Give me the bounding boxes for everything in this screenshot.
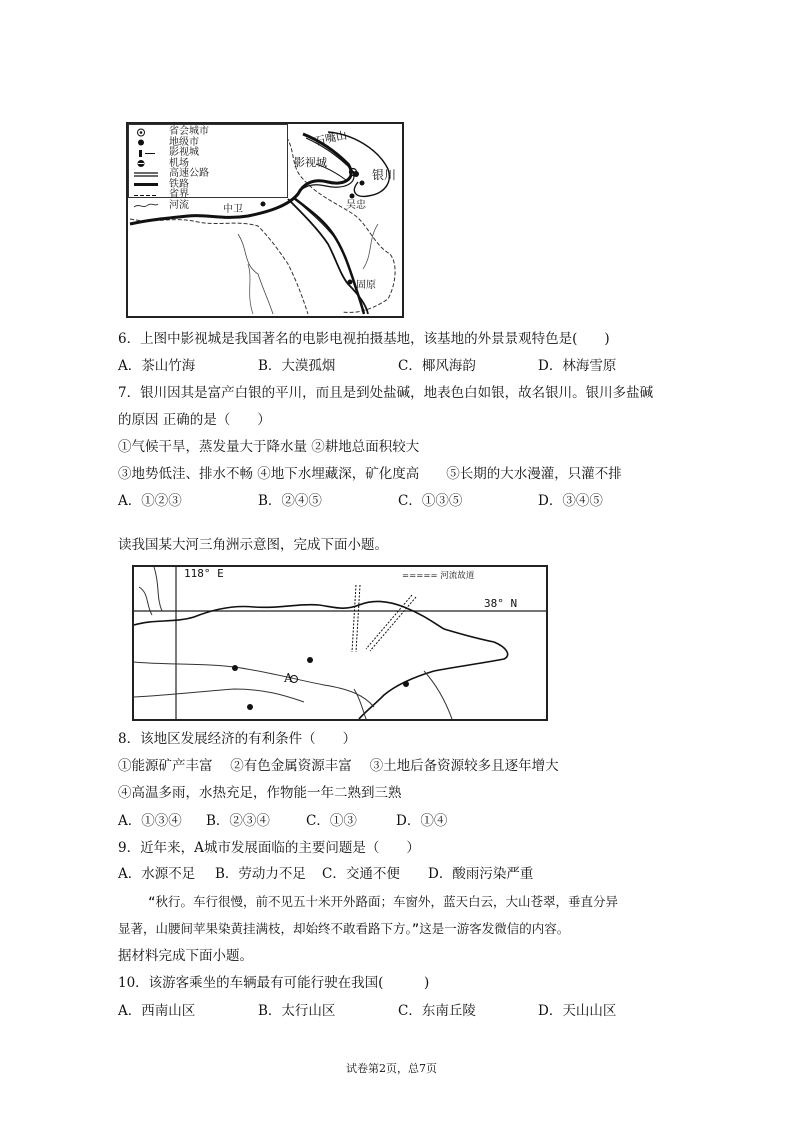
highway-icon [133,170,159,179]
question-9-option-c[interactable]: C．交通不便 [322,866,400,882]
question-8-statements-line-2: ④高温多雨，水热充足，作物能一年二熟到三熟 [118,785,402,801]
map-label-guyuan: 固原 [356,280,376,291]
legend-label-film-city: 影视城 [169,147,199,158]
map-label-film-city: 影视城 [294,156,327,169]
page-footer: 试卷第2页，总7页 [346,1062,437,1075]
question-7-statements-line-1: ①气候干旱，蒸发量大于降水量 ②耕地总面积较大 [118,439,420,455]
question-9-option-d[interactable]: D．酸雨污染严重 [428,866,534,882]
legend-label-prefecture: 地级市 [169,136,199,148]
delta-map-longitude-label: 118° E [184,567,224,580]
legend-row-river [133,201,283,212]
map-label-yinchuan: 银川 [372,168,397,182]
legend-row-capital [133,127,283,138]
question-7-stem-line-1: 7．银川因其是富产白银的平川，而且是到处盐碱，地表色白如银，故名银川。银川多盐碱 [118,385,654,401]
question-7-stem-line-2: 的原因 正确的是（ ） [118,412,271,428]
legend-label-highway: 高速公路 [169,168,209,179]
map-label-shizuishan: 石嘴山 [313,128,349,149]
question-6-stem: 6．上图中影视城是我国著名的电影电视拍摄基地，该基地的外景景观特色是( ) [118,331,610,347]
legend-row-prefecture [133,138,283,149]
ningxia-map [126,122,404,318]
legend-row-province-border [133,190,283,201]
airport-icon [133,159,159,168]
question-10-option-a[interactable]: A．西南山区 [118,1003,196,1019]
question-7-option-b[interactable]: B．②④⑤ [258,493,322,509]
question-10-option-c[interactable]: C．东南丘陵 [398,1003,476,1019]
delta-map-intro: 读我国某大河三角洲示意图，完成下面小题。 [118,537,388,553]
question-6-option-c[interactable]: C．椰风海韵 [398,358,476,374]
question-7-option-a[interactable]: A．①②③ [118,493,182,509]
question-9-option-a[interactable]: A．水源不足 [118,866,196,882]
railway-icon [133,180,159,189]
delta-map-latitude-label: 38° N [484,597,518,610]
legend-label-river: 河流 [169,199,189,211]
prefecture-city-icon [133,138,159,147]
legend-label-railway: 铁路 [169,178,189,190]
question-10-option-d[interactable]: D．天山山区 [538,1003,617,1019]
capital-city-icon [133,128,159,137]
question-7-option-c[interactable]: C．①③⑤ [398,493,463,509]
passage-line-1: “秋行。车行很慢，前不见五十米开外路面；车窗外，蓝天白云，大山苍翠，垂直分异 [148,894,619,909]
passage-line-2: 显著，山腰间苹果染黄挂满枝，却始终不敢看路下方。”这是一游客发微信的内容。 [118,921,570,936]
question-6-option-a[interactable]: A．茶山竹海 [118,358,196,374]
legend-label-province-border: 省界 [169,189,189,200]
question-10-option-b[interactable]: B．太行山区 [258,1003,336,1019]
question-8-option-a[interactable]: A．①③④ [118,813,182,829]
legend-label-airport: 机场 [169,157,189,169]
question-6-option-b[interactable]: B．大漠孤烟 [258,358,336,374]
legend-label-capital: 省会城市 [169,126,209,137]
province-border-icon [133,191,159,200]
question-8-option-d[interactable]: D．①④ [396,813,448,829]
question-8-stem: 8．该地区发展经济的有利条件（ ） [118,731,357,747]
film-city-icon [133,149,159,158]
map-label-zhongwei: 中卫 [223,204,243,215]
legend-row-film-city [133,148,283,159]
question-8-statements-line-1: ①能源矿产丰富 ②有色金属资源丰富 ③土地后备资源较多且逐年增大 [118,758,559,774]
question-9-stem: 9．近年来，A城市发展面临的主要问题是（ ） [118,840,420,856]
delta-map-drawing [134,567,546,719]
question-8-option-b[interactable]: B．②③④ [206,813,270,829]
question-7-statements-line-2: ③地势低洼、排水不畅 ④地下水埋藏深，矿化度高 ⑤长期的大水漫灌，只灌不排 [118,466,622,482]
delta-map [132,565,548,721]
question-6-option-d[interactable]: D．林海雪原 [538,358,617,374]
question-10-stem: 10．该游客乘坐的车辆最有可能行驶在我国( ) [118,975,430,991]
delta-map-legend: ===== 河流故道 [402,571,475,581]
legend-row-highway [133,169,283,180]
river-icon [133,201,159,210]
delta-map-city-a-label: A [284,671,293,685]
legend-row-railway [133,180,283,191]
question-9-option-b[interactable]: B．劳动力不足 [215,866,306,882]
question-7-option-d[interactable]: D．③④⑤ [538,493,603,509]
passage-instruction: 据材料完成下面小题。 [118,948,253,964]
question-8-option-c[interactable]: C．①③ [306,813,357,829]
map-label-wuzhong: 吴忠 [346,200,366,211]
